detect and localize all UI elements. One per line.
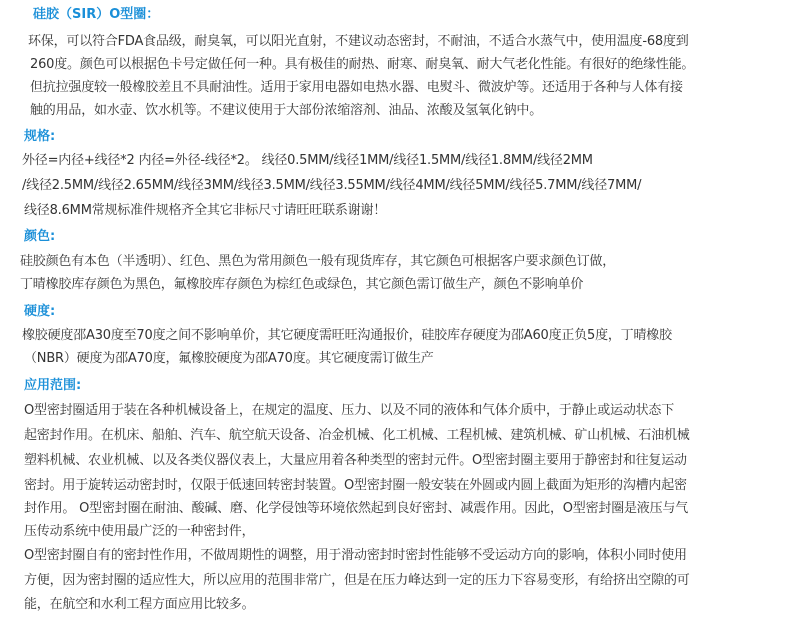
- applications-line-2: 起密封作用。在机床、船舶、汽车、航空航天设备、冶金机械、化工机械、工程机械、建筑机械、矿山机械、石油机械: [24, 428, 690, 443]
- specs-line-3: 线径8.6MM常规标准件规格齐全其它非标尺寸请旺旺联系谢谢！: [24, 203, 387, 218]
- specs-line-1: 外径=内径+线径*2 内径=外径-线径*2。 线径0.5MM/线径1MM/线径1.5MM/线径1.8MM/线径2MM: [22, 153, 593, 168]
- section-heading-applications: 应用范围:: [24, 378, 82, 393]
- applications-line-1: O型密封圈适用于装在各种机械设备上，在规定的温度、压力、以及不同的液体和气体介质中，于静止或运动状态下: [24, 403, 675, 418]
- silicone-line-4: 触的用品，如水壶、饮水机等。不建议使用于大部份浓缩溶剂、油品、浓酸及氢氧化钠中。: [30, 103, 543, 118]
- section-heading-silicone: 硅胶（SIR）O型圈：: [33, 7, 160, 22]
- applications-line-6: 压传动系统中使用最广泛的一种密封件，: [24, 524, 255, 539]
- applications-line-3: 塑料机械、农业机械、以及各类仪器仪表上，大量应用着各种类型的密封元件。O型密封圈主要用于静密封和往复运动: [24, 453, 687, 468]
- hardness-line-2: （NBR）硬度为邵A70度，氟橡胶硬度为邵A70度。其它硬度需订做生产: [24, 351, 434, 366]
- section-heading-hardness: 硬度:: [24, 304, 56, 319]
- section-heading-colors: 颜色:: [24, 229, 56, 244]
- colors-line-2: 丁晴橡胶库存颜色为黑色，氟橡胶库存颜色为棕红色或绿色，其它颜色需订做生产，颜色不影响单价: [20, 277, 584, 292]
- applications-line-7: O型密封圈自有的密封性作用，不做周期性的调整，用于滑动密封时密封性能够不受运动方向的影响，体积小同时使用: [24, 548, 687, 563]
- hardness-line-1: 橡胶硬度邵A30度至70度之间不影响单价，其它硬度需旺旺沟通报价，硅胶库存硬度为邵A60度正负5度，丁晴橡胶: [22, 328, 672, 343]
- silicone-line-1: 环保，可以符合FDA食品级，耐臭氧，可以阳光直射，不建议动态密封，不耐油，不适合水蒸气中，使用温度-68度到: [28, 34, 689, 49]
- colors-line-1: 硅胶颜色有本色（半透明）、红色、黑色为常用颜色一般有现货库存，其它颜色可根据客户要求颜色订做，: [20, 254, 616, 269]
- silicone-line-3: 但抗拉强度较一般橡胶差且不具耐油性。适用于家用电器如电热水器、电熨斗、微波炉等。还适用于各种与人体有接: [30, 80, 683, 95]
- applications-line-4: 密封。用于旋转运动密封时，仅限于低速回转密封装置。O型密封圈一般安装在外圆或内圆上截面为矩形的沟槽内起密: [24, 478, 687, 493]
- section-heading-specs: 规格:: [24, 129, 56, 144]
- applications-line-8: 方便，因为密封圈的适应性大，所以应用的范围非常广，但是在压力峰达到一定的压力下容易变形，有给挤出空隙的可: [24, 573, 690, 588]
- applications-line-5: 封作用。 O型密封圈在耐油、酸碱、磨、化学侵蚀等环境依然起到良好密封、减震作用。因此，O型密封圈是液压与气: [24, 501, 688, 516]
- applications-line-9: 能，在航空和水利工程方面应用比较多。: [24, 597, 255, 612]
- silicone-line-2: 260度。颜色可以根据色卡号定做任何一种。具有极佳的耐热、耐寒、耐臭氧、耐大气老化性能。有很好的绝缘性能。: [30, 57, 695, 72]
- specs-line-2: /线径2.5MM/线径2.65MM/线径3MM/线径3.5MM/线径3.55MM/线径4MM/线径5MM/线径5.7MM/线径7MM/: [22, 178, 642, 193]
